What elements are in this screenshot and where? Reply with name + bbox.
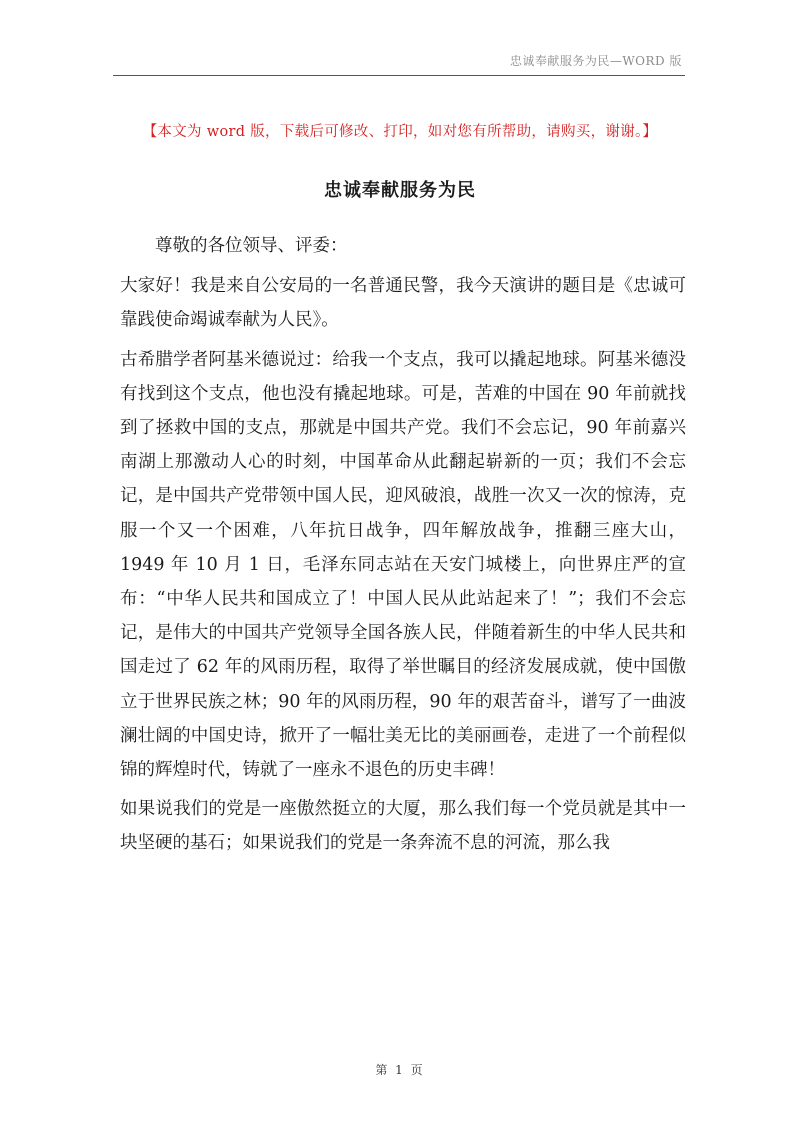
- body-paragraph: 大家好！我是来自公安局的一名普通民警，我今天演讲的题目是《忠诚可靠践使命竭诚奉献为人民》。: [120, 276, 686, 331]
- body-paragraph: 如果说我们的党是一座傲然挺立的大厦，那么我们每一个党员就是其中一块坚硬的基石；如果说我们的党是一条奔流不息的河流，那么我: [120, 799, 686, 854]
- download-notice: 【本文为 word 版，下载后可修改、打印，如对您有所帮助，请购买，谢谢。】: [142, 124, 658, 140]
- page-number: 第 1 页: [375, 1063, 425, 1077]
- running-header: 忠诚奉献服务为民—WORD 版: [509, 54, 682, 68]
- body-paragraph: 古希腊学者阿基米德说过：给我一个支点，我可以撬起地球。阿基米德没有找到这个支点，他也没有撬起地球。可是，苦难的中国在 90 年前就找到了拯救中国的支点，那就是中国共产党。我们不会忘记，90 年前嘉兴南湖上那激动人心的时刻，中国革命从此翻起崭新的一页；我们不会忘记，是中国共产党带领中国人民，迎风破浪，战胜一次又一次的惊涛，克服一个又一个困难，八年抗日战争，四年解放战争，推翻三座大山，1949 年 10 月 1 日，毛泽东同志站在天安门城楼上，向世界庄严的宣布：“中华人民共和国成立了！中国人民从此站起来了！”；我们不会忘记，是伟大的中国共产党领导全国各族人民，伴随着新生的中华人民共和国走过了 62 年的风雨历程，取得了举世瞩目的经济发展成就，使中国傲立于世界民族之林；90 年的风雨历程，90 年的艰苦奋斗，谱写了一曲波澜壮阔的中国史诗，掀开了一幅壮美无比的美丽画卷，走进了一个前程似锦的辉煌时代，铸就了一座永不退色的历史丰碑！: [120, 349, 687, 781]
- document-title: 忠诚奉献服务为民: [324, 180, 476, 201]
- document-body: [120, 229, 686, 866]
- header-divider: [113, 75, 685, 76]
- salutation-paragraph: 尊敬的各位领导、评委：: [155, 236, 348, 256]
